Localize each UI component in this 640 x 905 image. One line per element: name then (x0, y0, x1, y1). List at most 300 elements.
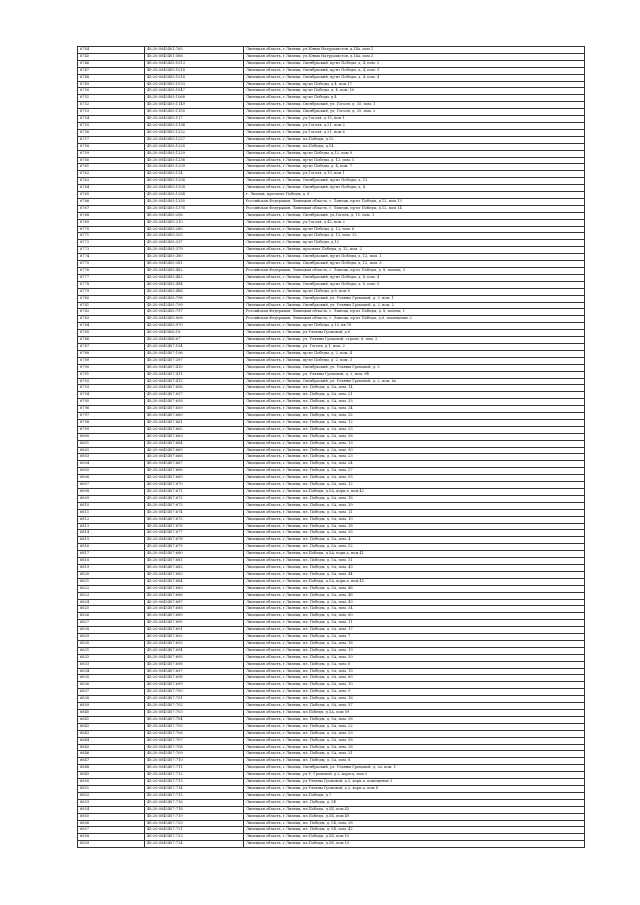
address-cell: Липецкая область, г.Липецк, пл. Победы, д. 5А, пом. 11 (244, 620, 585, 627)
row-number-cell: 6761 (78, 164, 145, 171)
address-cell: Липецкая область, г.Липецк, пл. Победы, д. 5А, пом. 8 (244, 758, 585, 765)
table-row (78, 53, 585, 60)
cadastral-number-cell: 48:20:0045405:808 (145, 316, 244, 323)
table-row (78, 433, 585, 440)
row-number-cell: 6807 (78, 482, 145, 489)
row-number-cell: 6774 (78, 254, 145, 261)
address-cell: Липецкая область, г.Липецк, пл. Победы, д. 5А, пом. 13 (244, 440, 585, 447)
row-number-cell: 6778 (78, 281, 145, 288)
row-number-cell: 6828 (78, 627, 145, 634)
address-cell: Липецкая область, г.Липецк, пл. Победы, д. 5А, пом. 57 (244, 703, 585, 710)
address-cell: Липецкая область, г.Липецк, пр-кт Победы, д.4, пом 17 (244, 81, 585, 88)
address-cell: Липецкая область, г.Липецк, пл. Победы, д. 5А, пом. 4 (244, 537, 585, 544)
cadastral-number-cell: 48:20:0045407:665 (145, 447, 244, 454)
row-number-cell: 6767 (78, 205, 145, 212)
address-cell: Липецкая область, г.Липецк, Октябрьский, пр-кт Победы, д. 4, пом. 2 (244, 60, 585, 67)
address-cell: Липецкая область, г.Липецк, Октябрьский, ул. Ульяны Громовой, д. 2 (244, 364, 585, 371)
address-cell: Липецкая область, г.Липецк, пл. Победы, д. 5Б, пом. 28 (244, 820, 585, 827)
table-row (78, 419, 585, 426)
table-row (78, 834, 585, 841)
cadastral-number-cell: 48:20:0045407:695 (145, 654, 244, 661)
cadastral-number-cell: 48:20:0045407:684 (145, 578, 244, 585)
table-row (78, 447, 585, 454)
cadastral-number-cell: 48:20:0045401:765 (145, 47, 244, 54)
table-row (78, 357, 585, 364)
row-number-cell: 6786 (78, 337, 145, 344)
table-row (78, 309, 585, 316)
row-number-cell: 6819 (78, 564, 145, 571)
table-row (78, 482, 585, 489)
table-row (78, 392, 585, 399)
cadastral-number-cell: 48:20:0045407:709 (145, 751, 244, 758)
cadastral-number-cell: 48:20:0045407:410 (145, 364, 244, 371)
row-number-cell: 6806 (78, 475, 145, 482)
address-cell: Липецкая область, г.Липецк, пр-кт Победы, д. 4, пом. 10 (244, 88, 585, 95)
cadastral-number-cell: 48:20:0045407:691 (145, 627, 244, 634)
table-row (78, 564, 585, 571)
table-row (78, 150, 585, 157)
table-row (78, 523, 585, 530)
table-row (78, 571, 585, 578)
row-number-cell: 6794 (78, 392, 145, 399)
cadastral-number-cell: 48:20:0045405:210 (145, 219, 244, 226)
cadastral-number-cell: 48:20:0045407:659 (145, 406, 244, 413)
table-row (78, 689, 585, 696)
cadastral-number-cell: 48:20:0045405:1376 (145, 205, 244, 212)
address-cell: Липецкая область, г.Липецк, пл. Победы, д. 5А, пом. 35 (244, 530, 585, 537)
cadastral-number-cell: 48:20:0045407:710 (145, 758, 244, 765)
cadastral-number-cell: 48:20:0045405:486 (145, 288, 244, 295)
row-number-cell: 6811 (78, 509, 145, 516)
address-cell: Липецкая область, г.Липецк, пл. Победы, д. 5А, пом. 32 (244, 413, 585, 420)
table-row (78, 212, 585, 219)
cadastral-number-cell: 48:20:0045407:670 (145, 482, 244, 489)
row-number-cell: 6831 (78, 647, 145, 654)
row-number-cell: 6849 (78, 772, 145, 779)
cadastral-number-cell: 48:20:0045407:689 (145, 613, 244, 620)
table-row (78, 219, 585, 226)
table-row (78, 578, 585, 585)
address-cell: Липецкая область, г.Липецк, пл. Победы, д. 5А, пом. 17 (244, 627, 585, 634)
cadastral-number-cell: 48:20:0045405:325 (145, 233, 244, 240)
row-number-cell: 6772 (78, 240, 145, 247)
table-row (78, 654, 585, 661)
cadastral-number-cell: 48:20:0045405:970 (145, 323, 244, 330)
cadastral-number-cell: 48:20:0045407:680 (145, 551, 244, 558)
address-cell: Липецкая область, г.Липецк, пл.Победы, д.5Б, пом 49 (244, 813, 585, 820)
row-number-cell: 6790 (78, 364, 145, 371)
address-cell: Липецкая область, г.Липецк, Октябрьский, пр-кт Победы, д. 12, пом. 1 (244, 254, 585, 261)
cadastral-number-cell: 48:20:0045407:707 (145, 737, 244, 744)
cadastral-number-cell: 48:20:0045405:1239 (145, 164, 244, 171)
address-cell: Липецкая область, г.Липецк, пл. Победы, д. 5А, пом. 12 (244, 482, 585, 489)
table-row (78, 489, 585, 496)
table-row (78, 226, 585, 233)
cadastral-number-cell: 48:20:0045407:664 (145, 440, 244, 447)
table-row (78, 164, 585, 171)
cadastral-number-cell: 48:20:0045407:658 (145, 399, 244, 406)
address-cell: Липецкая область, г.Липецк, Октябрьский, ул. Ульяны Громовой, д. 2, пом. 6а (244, 378, 585, 385)
address-cell: Липецкая область, г.Липецк, Октябрьский, пр-кт Победы, д. 8, пом. 4 (244, 274, 585, 281)
row-number-cell: 6753 (78, 109, 145, 116)
table-row (78, 129, 585, 136)
cadastral-number-cell: 48:20:0045407:397 (145, 357, 244, 364)
cadastral-number-cell: 48:20:0045407:657 (145, 392, 244, 399)
row-number-cell: 6764 (78, 185, 145, 192)
cadastral-number-cell: 48:20:0045405:1194 (145, 122, 244, 129)
cadastral-number-cell: 48:20:0045407:667 (145, 461, 244, 468)
row-number-cell: 6758 (78, 143, 145, 150)
address-cell: Липецкая область, г.Липецк, пл.Победы, д.12 (244, 136, 585, 143)
table-row (78, 779, 585, 786)
table-row (78, 647, 585, 654)
cadastral-number-cell: 48:20:0045407:663 (145, 433, 244, 440)
address-cell: Липецкая область, г.Липецк, пр-кт Победы, д. 2, пом. 4 (244, 350, 585, 357)
cadastral-number-cell: 48:20:0045405:1258 (145, 185, 244, 192)
table-row (78, 516, 585, 523)
row-number-cell: 6821 (78, 578, 145, 585)
row-number-cell: 6748 (78, 74, 145, 81)
row-number-cell: 6827 (78, 620, 145, 627)
address-cell: Липецкая область, г.Липецк, Октябрьский, пр-кт Победы, д. 8, пом. 5 (244, 281, 585, 288)
address-cell: Липецкая область, г.Липецк, пл. Победы, д. 5А, пом. 10 (244, 682, 585, 689)
row-number-cell: 6771 (78, 233, 145, 240)
table-row (78, 268, 585, 275)
table-row (78, 827, 585, 834)
address-cell: Липецкая область, г.Липецк, пр-кт Победы, д. 12, пом. 6 (244, 226, 585, 233)
cadastral-number-cell: 48:20:0045407:715 (145, 792, 244, 799)
table-row (78, 765, 585, 772)
row-number-cell: 6852 (78, 792, 145, 799)
row-number-cell: 6848 (78, 765, 145, 772)
row-number-cell: 6752 (78, 102, 145, 109)
address-cell: Липецкая область, г.Липецк, пр-кт Победы, д. 2, пом. 3 (244, 357, 585, 364)
table-row (78, 475, 585, 482)
address-cell: Липецкая область, г.Липецк, ул.Юных Натуралистов, д.14а, пом 2 (244, 53, 585, 60)
cadastral-number-cell: 48:20:0045407:708 (145, 744, 244, 751)
address-cell: Липецкая область, г.Липецк, пл. Победы, д. 5А, пом. 19 (244, 647, 585, 654)
address-cell: Липецкая область, г.Липецк, пл. Победы, д. 5А, пом. 29 (244, 730, 585, 737)
cadastral-number-cell: 48:20:0045407:702 (145, 703, 244, 710)
address-cell: Липецкая область, г.Липецк, ул.Гоголя, д.21, пом 6 (244, 129, 585, 136)
cadastral-number-cell: 48:20:0045407:703 (145, 710, 244, 717)
cadastral-number-cell: 48:20:0045407:711 (145, 765, 244, 772)
row-number-cell: 6823 (78, 592, 145, 599)
row-number-cell: 6792 (78, 378, 145, 385)
table-row (78, 185, 585, 192)
address-cell: Липецкая область, г.Липецк, пл. Победы, д. 5А, пом. 54 (244, 606, 585, 613)
row-number-cell: 6850 (78, 779, 145, 786)
table-row (78, 371, 585, 378)
table-row (78, 247, 585, 254)
row-number-cell: 6754 (78, 116, 145, 123)
table-row (78, 254, 585, 261)
row-number-cell: 6804 (78, 461, 145, 468)
address-cell: Липецкая область, г.Липецк, пр-кт Победы, д. 4, пом. 7 (244, 164, 585, 171)
cadastral-number-cell: 48:20:0045406:16 (145, 330, 244, 337)
address-cell: Липецкая область, г.Липецк, пл. Победы, д. 5А, пом. 46 (244, 585, 585, 592)
address-cell: Липецкая область, г.Липецк, пл. Победы, д. 5А, пом. 15 (244, 668, 585, 675)
row-number-cell: 6773 (78, 247, 145, 254)
table-row (78, 74, 585, 81)
row-number-cell: 6779 (78, 288, 145, 295)
cadastral-number-cell: 48:20:0045405:1150 (145, 109, 244, 116)
table-row (78, 330, 585, 337)
address-cell: Липецкая область, г.Липецк, Октябрьский, пр-кт Победы, д. 12, пом. 3 (244, 261, 585, 268)
address-cell: Липецкая область, г.Липецк, пл.Победы, д.14 (244, 143, 585, 150)
table-row (78, 675, 585, 682)
table-row (78, 468, 585, 475)
cadastral-number-cell: 48:20:0045401:566 (145, 53, 244, 60)
row-number-cell: 6834 (78, 668, 145, 675)
address-cell: Липецкая область, г.Липецк, пл.Победы, д.5А, корп.а, пом 45 (244, 578, 585, 585)
address-cell: Липецкая область, г.Липецк, пл. Победы, д. 5А, пом. 31 (244, 751, 585, 758)
cadastral-number-cell: 48:20:0045407:693 (145, 640, 244, 647)
table-row (78, 606, 585, 613)
table-row (78, 530, 585, 537)
address-cell: Липецкая область, г.Липецк, ул.Гоголя, д.21, пом 2 (244, 122, 585, 129)
address-cell: Липецкая область, г.Липецк, пл. Победы, д. 5А, пом. 60 (244, 613, 585, 620)
cadastral-number-cell: 48:20:0045407:705 (145, 723, 244, 730)
cadastral-number-cell: 48:20:0045407:669 (145, 475, 244, 482)
cadastral-number-cell: 48:20:0045405:206 (145, 212, 244, 219)
address-cell: Липецкая область, г.Липецк, Октябрьский, ул. Ульяны Громовой, д. 2а, пом. 1 (244, 765, 585, 772)
row-number-cell: 6785 (78, 330, 145, 337)
address-cell: Липецкая область, г.Липецк, пл. Победы, д. 5Б (244, 799, 585, 806)
row-number-cell: 6751 (78, 95, 145, 102)
cadastral-number-cell: 48:20:0045407:704 (145, 716, 244, 723)
row-number-cell: 6839 (78, 703, 145, 710)
cadastral-number-cell: 48:20:0045407:196 (145, 350, 244, 357)
address-cell: Липецкая область, г.Липецк, пл. Победы, д. 5А, пом. 16 (244, 696, 585, 703)
row-number-cell: 6813 (78, 523, 145, 530)
table-row (78, 281, 585, 288)
address-cell: Липецкая область, г.Липецк, пр-кт Победы, д.4 (244, 95, 585, 102)
address-cell: Липецкая область, г.Липецк, пл.Победы, д.5А, корп.а, пом 42 (244, 489, 585, 496)
table-row (78, 295, 585, 302)
cadastral-number-cell: 48:20:0045407:674 (145, 509, 244, 516)
address-cell: Липецкая область, г.Липецк, Октябрьский, пр-кт Победы, д. 4 (244, 185, 585, 192)
row-number-cell: 6788 (78, 350, 145, 357)
row-number-cell: 6805 (78, 468, 145, 475)
row-number-cell: 6851 (78, 785, 145, 792)
address-cell: Липецкая область, г.Липецк, пл.Победы, д.7 (244, 792, 585, 799)
cadastral-number-cell: 48:20:0045405:484 (145, 281, 244, 288)
table-row (78, 613, 585, 620)
row-number-cell: 6820 (78, 571, 145, 578)
cadastral-number-cell: 48:20:0045407:712 (145, 772, 244, 779)
cadastral-number-cell: 48:20:0045406:67 (145, 337, 244, 344)
table-row (78, 772, 585, 779)
table-row (78, 668, 585, 675)
cadastral-number-cell: 48:20:0045407:673 (145, 502, 244, 509)
row-number-cell: 6780 (78, 295, 145, 302)
cadastral-number-cell: 48:20:0045407:694 (145, 647, 244, 654)
address-cell: Липецкая область, г.Липецк, пр-кт Победы, д.10, кв.76 (244, 323, 585, 330)
cadastral-number-cell: 48:20:0045407:714 (145, 785, 244, 792)
cadastral-number-cell: 48:20:0045407:698 (145, 675, 244, 682)
table-row (78, 316, 585, 323)
table-row (78, 143, 585, 150)
cadastral-number-cell: 48:20:0045407:683 (145, 571, 244, 578)
cadastral-number-cell: 48:20:0045407:688 (145, 606, 244, 613)
table-row (78, 274, 585, 281)
row-number-cell: 6755 (78, 122, 145, 129)
address-cell: Липецкая область, г.Липецк, пл. Победы, д. 5А, пом. 12 (244, 419, 585, 426)
registry-table-body (78, 47, 585, 848)
row-number-cell: 6784 (78, 323, 145, 330)
row-number-cell: 6844 (78, 737, 145, 744)
row-number-cell: 6793 (78, 385, 145, 392)
row-number-cell: 6799 (78, 426, 145, 433)
row-number-cell: 6857 (78, 827, 145, 834)
address-cell: Липецкая область, г.Липецк, пл. Победы, д. 5А, пом. 39 (244, 502, 585, 509)
address-cell: Липецкая область, г.Липецк, пл. Победы, д. 5А, пом. 14 (244, 385, 585, 392)
cadastral-number-cell: 48:20:0045407:721 (145, 827, 244, 834)
address-cell: Липецкая область, г.Липецк, пр-кт Победы, д.8, пом 8 (244, 288, 585, 295)
row-number-cell: 6814 (78, 530, 145, 537)
row-number-cell: 6763 (78, 178, 145, 185)
row-number-cell: 6842 (78, 723, 145, 730)
cadastral-number-cell: 48:20:0045405:798 (145, 295, 244, 302)
cadastral-number-cell: 48:20:0045405:1227 (145, 136, 244, 143)
cadastral-number-cell: 48:20:0045407:686 (145, 592, 244, 599)
row-number-cell: 6858 (78, 834, 145, 841)
cadastral-number-cell: 48:20:0045407:662 (145, 426, 244, 433)
cadastral-number-cell: 48:20:0045405:1013 (145, 60, 244, 67)
table-row (78, 723, 585, 730)
row-number-cell: 6749 (78, 81, 145, 88)
row-number-cell: 6853 (78, 799, 145, 806)
address-cell: Липецкая область, г.Липецк, пл. Победы, д. 5А, пом. 20 (244, 654, 585, 661)
address-cell: Липецкая область, г.Липецк, пл.Победы, д.5А, пом 59 (244, 710, 585, 717)
cadastral-number-cell: 48:20:0045407:699 (145, 682, 244, 689)
table-row (78, 710, 585, 717)
table-row (78, 627, 585, 634)
table-row (78, 813, 585, 820)
table-row (78, 661, 585, 668)
table-row (78, 192, 585, 199)
table-row (78, 792, 585, 799)
row-number-cell: 6798 (78, 419, 145, 426)
row-number-cell: 6765 (78, 192, 145, 199)
address-cell: Липецкая область, г.Липецк, пл. Победы, д. 5А, пом. 55 (244, 475, 585, 482)
row-number-cell: 6830 (78, 640, 145, 647)
row-number-cell: 6846 (78, 751, 145, 758)
address-cell: Липецкая область, г.Липецк, пл. Победы, д. 5А, пом. 48 (244, 592, 585, 599)
cadastral-number-cell: 48:20:0045405:1033 (145, 81, 244, 88)
address-cell: Липецкая область, г.Липецк, пл. Победы, д. 5А, пом. 44 (244, 571, 585, 578)
table-row (78, 696, 585, 703)
address-cell: Липецкая область, г.Липецк, пл. Победы, д. 5А, пом. 50 (244, 447, 585, 454)
table-row (78, 385, 585, 392)
row-number-cell: 6745 (78, 53, 145, 60)
cadastral-number-cell: 48:20:0045405:1014 (145, 67, 244, 74)
address-cell: Липецкая область, г.Липецк, пл. Победы, д. 5А, пом. 28 (244, 737, 585, 744)
table-row (78, 88, 585, 95)
row-number-cell: 6759 (78, 150, 145, 157)
table-row (78, 288, 585, 295)
cadastral-number-cell: 48:20:0045407:701 (145, 696, 244, 703)
table-row (78, 634, 585, 641)
cadastral-number-cell: 48:20:0045407:677 (145, 530, 244, 537)
cadastral-number-cell: 48:20:0045405:483 (145, 274, 244, 281)
cadastral-number-cell: 48:20:0045407:706 (145, 730, 244, 737)
registry-table (77, 46, 585, 848)
table-row (78, 171, 585, 178)
address-cell: Липецкая область, г.Липецк, пл. Победы, д. 5А, пом. 11 (244, 509, 585, 516)
address-cell: Липецкая область, г.Липецк, пл. Победы, д. 5А, пом. 33 (244, 399, 585, 406)
table-row (78, 682, 585, 689)
table-row (78, 67, 585, 74)
cadastral-number-cell: 48:20:0045407:720 (145, 820, 244, 827)
row-number-cell: 6776 (78, 268, 145, 275)
table-row (78, 502, 585, 509)
address-cell: Липецкая область, г.Липецк, пл. Победы, д. 5А, пом. 7 (244, 634, 585, 641)
row-number-cell: 6768 (78, 212, 145, 219)
row-number-cell: 6854 (78, 806, 145, 813)
cadastral-number-cell: 48:20:0045407:678 (145, 537, 244, 544)
row-number-cell: 6836 (78, 682, 145, 689)
cadastral-number-cell: 48:20:0045407:690 (145, 620, 244, 627)
table-row (78, 620, 585, 627)
address-cell: Липецкая область, г.Липецк, Октябрьский, ул. Ульяны Громовой, д. 3, пом. 2 (244, 302, 585, 309)
row-number-cell: 6802 (78, 447, 145, 454)
row-number-cell: 6775 (78, 261, 145, 268)
cadastral-number-cell: 48:20:0045405:1228 (145, 143, 244, 150)
row-number-cell: 6817 (78, 551, 145, 558)
cadastral-number-cell: 48:20:0045407:713 (145, 779, 244, 786)
table-row (78, 350, 585, 357)
cadastral-number-cell: 48:20:0045405:1047 (145, 88, 244, 95)
cadastral-number-cell: 48:20:0045407:411 (145, 371, 244, 378)
address-cell: Липецкая область, г.Липецк, пл. Победы, д. 5А, пом. 10 (244, 516, 585, 523)
cadastral-number-cell: 48:20:0045407:681 (145, 558, 244, 565)
cadastral-number-cell: 48:20:0045407:724 (145, 841, 244, 848)
row-number-cell: 6818 (78, 558, 145, 565)
cadastral-number-cell: 48:20:0045405:337 (145, 240, 244, 247)
cadastral-number-cell: 48:20:0045405:280 (145, 226, 244, 233)
address-cell: Липецкая область, г.Липецк, ул.Гоголя, д.43, пом 2 (244, 219, 585, 226)
address-cell: Липецкая область, г.Липецк, Октябрьский, ул. Гоголя, д. 35, пом. 2 (244, 109, 585, 116)
cadastral-number-cell: 48:20:0045407:679 (145, 544, 244, 551)
row-number-cell: 6782 (78, 309, 145, 316)
address-cell: Липецкая область, г.Липецк, пр-кт Победы, д.12, пом 9 (244, 150, 585, 157)
row-number-cell: 6797 (78, 413, 145, 420)
address-cell: Липецкая область, г.Липецк, Октябрьский, пр-кт Победы, д. 4, пом. 4 (244, 74, 585, 81)
address-cell: Липецкая область, г.Липецк, ул.У. Громовой, д.2, корп.а, пом 2 (244, 772, 585, 779)
row-number-cell: 6832 (78, 654, 145, 661)
row-number-cell: 6815 (78, 537, 145, 544)
row-number-cell: 6787 (78, 343, 145, 350)
address-cell: Липецкая область, г.Липецк, пл. Победы, д. 5А, пом. 27 (244, 468, 585, 475)
table-row (78, 461, 585, 468)
cadastral-number-cell: 48:20:0045405:1284 (145, 192, 244, 199)
row-number-cell: 6746 (78, 60, 145, 67)
row-number-cell: 6783 (78, 316, 145, 323)
address-cell: Липецкая область, г.Липецк, пл. Победы, д. 5А, пом. 25 (244, 426, 585, 433)
row-number-cell: 6812 (78, 516, 145, 523)
address-cell: Липецкая область, г.Липецк, пл. Победы, д. 5А, пом. 23 (244, 454, 585, 461)
row-number-cell: 6826 (78, 613, 145, 620)
row-number-cell: 6744 (78, 47, 145, 54)
row-number-cell: 6791 (78, 371, 145, 378)
table-row (78, 337, 585, 344)
cadastral-number-cell: 48:20:0045405:1256 (145, 178, 244, 185)
table-row (78, 744, 585, 751)
row-number-cell: 6859 (78, 841, 145, 848)
table-row (78, 495, 585, 502)
